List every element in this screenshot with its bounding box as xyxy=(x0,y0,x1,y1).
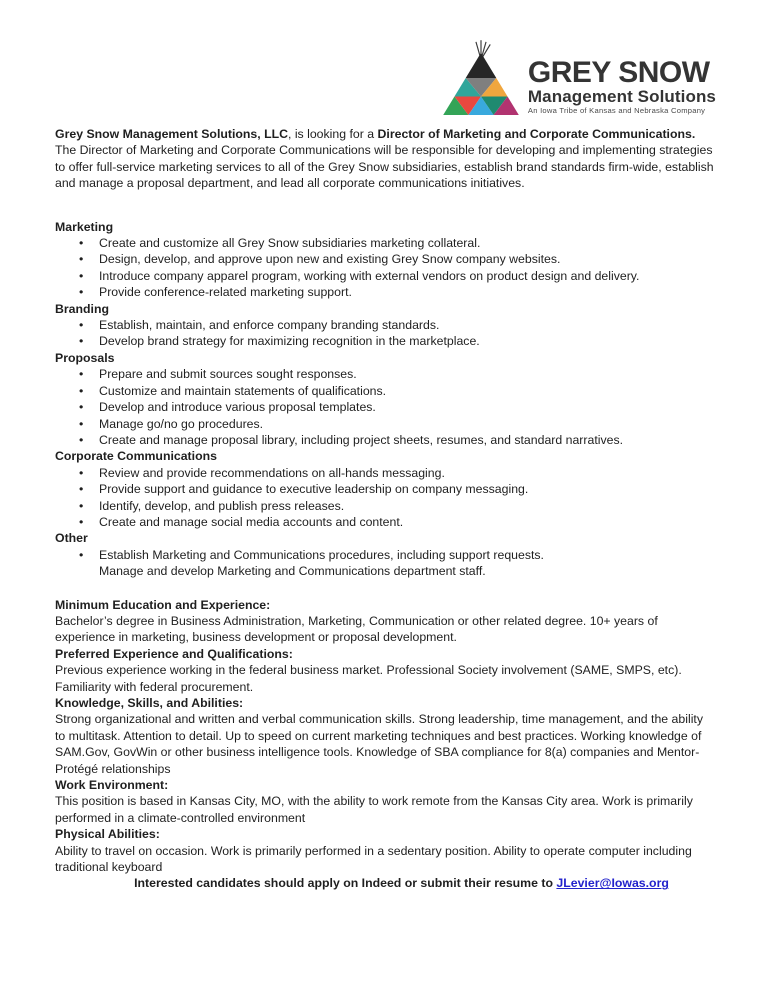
logo-tagline: An Iowa Tribe of Kansas and Nebraska Company xyxy=(527,106,706,115)
section-heading-other: Other xyxy=(55,531,88,546)
bullet-item: • Design, develop, and approve upon new and existing Grey Snow company websites. xyxy=(55,251,714,267)
bullet-item: • Customize and maintain statements of qualifications. xyxy=(55,383,714,399)
logo-subtitle: Management Solutions xyxy=(527,87,716,106)
intro-paragraph xyxy=(55,126,714,192)
bullet-item: • Develop and introduce various proposal templates. xyxy=(55,399,714,415)
section-heading-marketing: Marketing xyxy=(55,219,114,234)
corporate-communications-bullets xyxy=(55,465,714,531)
apply-instructions xyxy=(55,875,714,891)
section-heading-proposals: Proposals xyxy=(55,350,115,365)
detail-heading-work-environment: Work Environment: xyxy=(55,778,169,793)
detail-heading-physical-abilities: Physical Abilities: xyxy=(55,827,160,842)
qualification-details xyxy=(55,597,714,876)
other-continuation-line: Manage and develop Marketing and Communications department staff. xyxy=(99,564,486,579)
bullet-item: • Introduce company apparel program, working with external vendors on product design and delivery. xyxy=(55,268,714,284)
detail-body-work-environment: This position is based in Kansas City, MO, with the ability to work remote from the Kansas City area. Work is primarily performed in a climate-controlled environment xyxy=(55,794,693,825)
logo-text xyxy=(528,58,716,118)
bullet-item: • Establish, maintain, and enforce company branding standards. xyxy=(55,317,714,333)
intro-role-name: Director of Marketing and Corporate Communications. xyxy=(377,127,696,141)
section-heading-branding: Branding xyxy=(55,301,109,316)
bullet-item: • Manage go/no go procedures. xyxy=(55,416,714,432)
bullet-item: • Provide support and guidance to executive leadership on company messaging. xyxy=(55,481,714,497)
detail-body-knowledge-skills: Strong organizational and written and verbal communication skills. Strong leadership, time management, and the ability to multitask. Attention to detail. Up to speed on current marketing techniques and best practices. Working knowledge of SAM.Gov, GovWin or other business intelligence tools. Knowledge of SBA compliance for 8(a) companies and Mentor-Protégé relationships xyxy=(55,712,703,776)
marketing-bullets xyxy=(55,235,714,301)
detail-heading-preferred-experience: Preferred Experience and Qualifications: xyxy=(55,646,293,661)
bullet-item: • Establish Marketing and Communications procedures, including support requests. xyxy=(55,547,714,563)
apply-instructions-text: Interested candidates should apply on Indeed or submit their resume to xyxy=(134,876,557,891)
bullet-item: • Prepare and submit sources sought responses. xyxy=(55,366,714,382)
teepee-logo-icon xyxy=(439,38,523,118)
bullet-item: • Identify, develop, and publish press releases. xyxy=(55,498,714,514)
detail-heading-knowledge-skills: Knowledge, Skills, and Abilities: xyxy=(55,696,244,710)
intro-rest-text: The Director of Marketing and Corporate Communications will be responsible for developing and implementing strategies to offer full-service marketing services to all of the Grey Snow subsidiaries, establish brand standards firm-wide, establish and manage a proposal department, and lead all corporate communications initiatives. xyxy=(55,143,714,191)
teepee-tri-black xyxy=(466,53,497,78)
bullet-item: • Develop brand strategy for maximizing recognition in the marketplace. xyxy=(55,333,714,349)
bullet-item: • Review and provide recommendations on all-hands messaging. xyxy=(55,465,714,481)
bullet-item: • Provide conference-related marketing support. xyxy=(55,284,714,300)
email-link[interactable]: JLevier@Iowas.org xyxy=(556,876,669,891)
detail-body-physical-abilities: Ability to travel on occasion. Work is primarily performed in a sedentary position. Ability to operate computer including traditional keyboard xyxy=(55,843,692,875)
other-bullets xyxy=(55,547,714,563)
proposals-bullets xyxy=(55,366,714,448)
detail-body-preferred-experience: Previous experience working in the federal business market. Professional Society involvement (SAME, SMPS, etc). Familiarity with federal procurement. xyxy=(55,663,682,694)
detail-heading-education: Minimum Education and Experience: xyxy=(55,597,271,612)
bullet-item: • Create and manage social media accounts and content. xyxy=(55,514,714,530)
section-heading-corporate-communications: Corporate Communications xyxy=(55,449,217,464)
logo xyxy=(55,36,716,118)
branding-bullets xyxy=(55,317,714,350)
bullet-item: • Create and manage proposal library, including project sheets, resumes, and standard narratives. xyxy=(55,432,714,448)
bullet-item: • Create and customize all Grey Snow subsidiaries marketing collateral. xyxy=(55,235,714,251)
responsibilities-list xyxy=(55,219,714,580)
logo-title: GREY SNOW xyxy=(527,56,710,89)
intro-mid-text: , is looking for a xyxy=(287,127,378,141)
intro-company-name: Grey Snow Management Solutions, LLC xyxy=(55,127,288,141)
detail-body-education: Bachelor’s degree in Business Administration, Marketing, Communication or other related degree. 10+ years of experience in marketing, business development or proposal development. xyxy=(55,613,658,645)
